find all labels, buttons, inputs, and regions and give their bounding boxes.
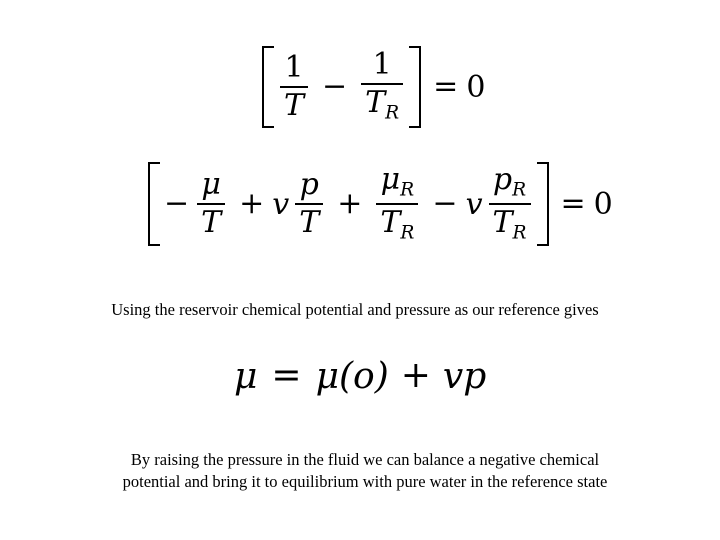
denominator: T [295, 203, 323, 238]
rhs-zero: 0 [593, 186, 613, 222]
plus-sign: + [337, 186, 363, 221]
equals-sign: = [271, 355, 302, 396]
rhs-zero: 0 [466, 69, 486, 105]
denominator: $T_R$ [489, 203, 531, 243]
volume-pressure-term: vp [442, 355, 487, 397]
specific-volume: v [465, 186, 483, 222]
fraction-mu-over-t [197, 167, 225, 240]
equation-chemical-balance [148, 162, 613, 246]
specific-volume: v [272, 186, 290, 222]
equation-temperature-balance [262, 46, 485, 128]
mu-argument: (o) [338, 355, 389, 397]
numerator: 1 [284, 50, 304, 85]
caption-conclusion [5, 449, 720, 493]
numerator: 1 [372, 47, 392, 83]
equation-chemical-potential [234, 354, 486, 398]
right-bracket [537, 162, 549, 246]
caption-line: By raising the pressure in the fluid we can balance a negative chemical [130, 450, 600, 469]
fraction-one-over-tr [361, 47, 403, 124]
denominator: $T_R$ [376, 203, 418, 243]
fraction-pr-over-tr [489, 161, 531, 244]
equals-sign: = [560, 186, 586, 221]
denominator: T [197, 203, 225, 238]
mu-lhs: μ [234, 355, 258, 397]
left-bracket [148, 162, 160, 246]
caption-reference: Using the reservoir chemical potential and pressure as our reference gives [111, 300, 599, 319]
fraction-one-over-t [280, 50, 308, 123]
minus-sign: − [322, 69, 348, 104]
numerator: $\mu_R$ [380, 161, 415, 201]
denominator: $T_R$ [361, 83, 403, 123]
minus-sign: − [164, 186, 190, 221]
minus-sign: − [432, 186, 458, 221]
numerator: p [299, 167, 319, 202]
numerator: μ [201, 167, 221, 202]
right-bracket [409, 46, 421, 128]
caption-line: potential and bring it to equilibrium with pure water in the reference state [122, 472, 608, 491]
fraction-p-over-t [295, 167, 323, 240]
plus-sign: + [400, 355, 431, 396]
numerator: $p_R$ [492, 161, 527, 201]
mu-reference: μ [315, 355, 339, 397]
denominator: T [280, 86, 308, 121]
fraction-mur-over-tr [376, 161, 418, 244]
equals-sign: = [433, 69, 459, 104]
left-bracket [262, 46, 274, 128]
plus-sign: + [239, 186, 265, 221]
